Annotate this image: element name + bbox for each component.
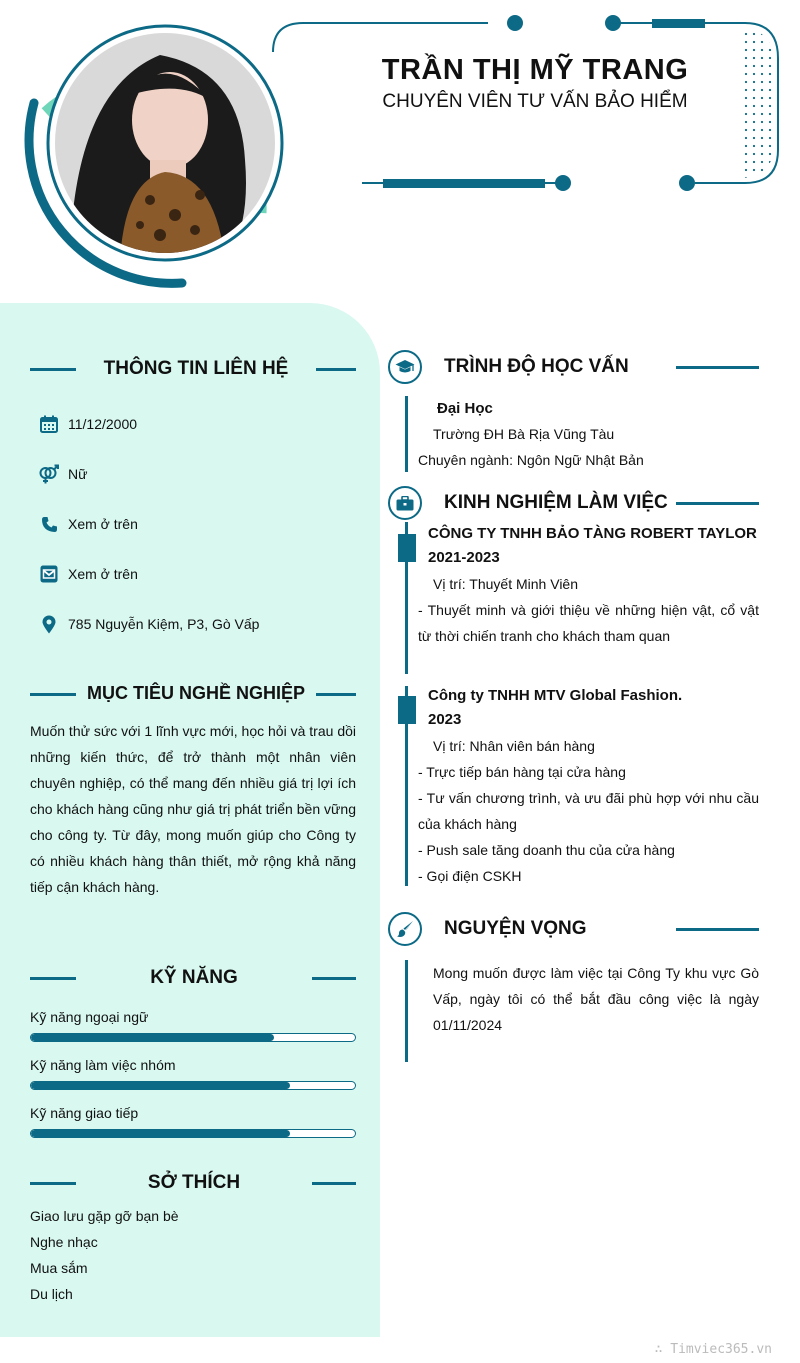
section-rule (676, 502, 759, 505)
job-position: Vị trí: Thuyết Minh Viên (433, 576, 578, 592)
skill-bar-fill (31, 1082, 290, 1089)
skill-label: Kỹ năng giao tiếp (30, 1105, 139, 1121)
section-rule (30, 1182, 76, 1185)
email-value: Xem ở trên (68, 566, 138, 582)
contact-title: THÔNG TIN LIÊN HỆ (103, 358, 289, 379)
phone-value: Xem ở trên (68, 516, 138, 532)
contact-email (38, 562, 138, 586)
section-rule (30, 368, 76, 371)
hobby-item: Mua sắm (30, 1260, 88, 1276)
gender-value: Nữ (68, 466, 88, 482)
skill-bar-fill (31, 1034, 274, 1041)
objective-title: MỤC TIÊU NGHỀ NGHIỆP (86, 683, 305, 703)
timeline-marker (398, 534, 416, 562)
section-rule (30, 693, 76, 696)
section-rule (676, 928, 759, 931)
paint-brush-icon (388, 912, 422, 946)
contact-phone (38, 512, 138, 536)
education-major: Chuyên ngành: Ngôn Ngữ Nhật Bản (418, 452, 644, 468)
skill-label: Kỹ năng làm việc nhóm (30, 1057, 176, 1073)
location-pin-icon (38, 613, 60, 635)
job-duty: - Gọi điện CSKH (418, 868, 522, 884)
job-position: Vị trí: Nhân viên bán hàng (433, 738, 595, 754)
briefcase-icon (388, 486, 422, 520)
job-duty: - Thuyết minh và giới thiệu về những hiện vật, cổ vật từ thời chiến tranh cho khách tham quan (418, 602, 759, 644)
job-company: Công ty TNHH MTV Global Fashion. (428, 687, 683, 704)
section-rule (312, 1182, 356, 1185)
experience-title: KINH NGHIỆM LÀM VIỆC (444, 492, 668, 513)
job-period: 2021-2023 (428, 549, 500, 566)
graduation-cap-icon (388, 350, 422, 384)
job-duty: - Trực tiếp bán hàng tại cửa hàng (418, 764, 626, 780)
candidate-name: TRẦN THỊ MỸ TRANG (381, 54, 689, 86)
email-icon (38, 563, 60, 585)
birthday-value: 11/12/2000 (68, 416, 138, 432)
contact-gender (38, 462, 87, 486)
skill-bar (30, 1081, 356, 1090)
address-value: 785 Nguyễn Kiệm, P3, Gò Vấp (68, 616, 260, 632)
education-school: Trường ĐH Bà Rịa Vũng Tàu (433, 426, 615, 442)
job-duty: - Tư vấn chương trình, và ưu đãi phù hợp với nhu cầu của khách hàng (418, 790, 759, 832)
section-rule (312, 977, 356, 980)
skills-title: KỸ NĂNG (150, 967, 238, 988)
timeline-marker (398, 696, 416, 724)
education-degree: Đại Học (437, 400, 493, 417)
hobbies-title: SỞ THÍCH (147, 1172, 241, 1193)
avatar (40, 20, 290, 270)
aspiration-title: NGUYỆN VỌNG (444, 918, 587, 939)
candidate-role: CHUYÊN VIÊN TƯ VẤN BẢO HIỂM (382, 91, 688, 112)
skill-label: Kỹ năng ngoại ngữ (30, 1009, 149, 1025)
job-period: 2023 (428, 711, 462, 728)
calendar-icon (38, 413, 60, 435)
timeline-line (405, 960, 408, 1062)
contact-address (38, 612, 259, 636)
header-decoration (0, 0, 800, 300)
section-rule (316, 368, 356, 371)
objective-text: Muốn thử sức với 1 lĩnh vực mới, học hỏi và trau dồi những kiến thức, để trở thành một nhân viên chuyên nghiệp, có thể mang đến nhiều giá trị lợi ích cho khách hàng cũng như giá trị phát triển bền vững cho công ty. Từ đây, mong muốn giúp cho Công ty có nhiều khách hàng thân thiết, mở rộng khả năng tiếp cận khách hàng. (30, 723, 356, 895)
watermark: ∴ Timviec365.vn (654, 1342, 772, 1357)
job-company: CÔNG TY TNHH BẢO TÀNG ROBERT TAYLOR (428, 525, 757, 542)
skill-bar-fill (31, 1130, 290, 1137)
skill-bar (30, 1129, 356, 1138)
aspiration-text: Mong muốn được làm việc tại Công Ty khu vực Gò Vấp, ngày tôi có thể bắt đầu công việc là ngày 01/11/2024 (433, 965, 759, 1033)
section-rule (676, 366, 759, 369)
skill-bar (30, 1033, 356, 1042)
hobby-item: Du lịch (30, 1286, 73, 1302)
hobby-item: Giao lưu gặp gỡ bạn bè (30, 1208, 179, 1224)
gender-icon (38, 463, 60, 485)
phone-icon (38, 513, 60, 535)
timeline-line (405, 396, 408, 472)
section-rule (316, 693, 356, 696)
hobby-item: Nghe nhạc (30, 1234, 98, 1250)
section-rule (30, 977, 76, 980)
contact-birthday (38, 412, 137, 436)
job-duty: - Push sale tăng doanh thu của cửa hàng (418, 842, 675, 858)
education-title: TRÌNH ĐỘ HỌC VẤN (444, 356, 629, 377)
